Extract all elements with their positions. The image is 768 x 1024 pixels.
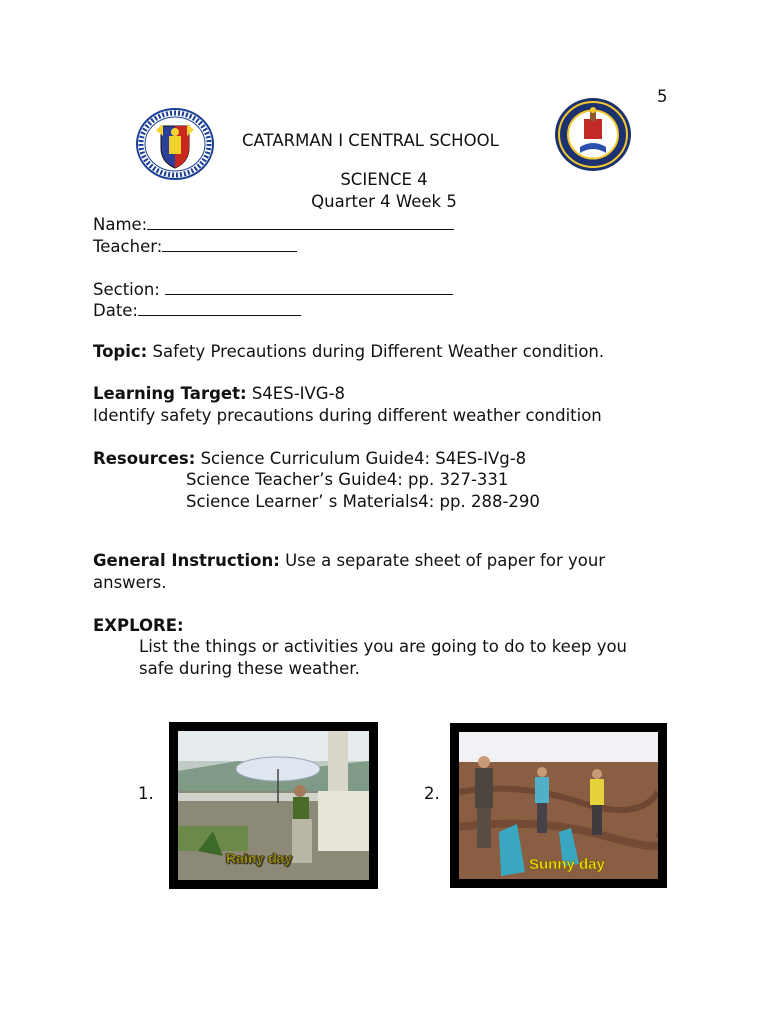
page-number: 5 [657,87,668,106]
learning-target [93,383,345,405]
name-label: Name: [93,215,148,234]
subject-title: SCIENCE 4 [340,170,428,189]
school-name: CATARMAN I CENTRAL SCHOOL [242,131,499,150]
resources [93,448,526,470]
learning-target-code: S4ES-IVG-8 [246,384,346,403]
learning-target-label: Learning Target: [93,384,247,403]
explore-label: EXPLORE: [93,616,184,635]
teacher-label: Teacher: [93,237,163,256]
rainy-day-photo [169,722,378,889]
topic-text: Safety Precautions during Different Weather condition. [147,342,605,361]
teacher-field [93,234,297,258]
quarter-week: Quarter 4 Week 5 [311,192,457,211]
topic [93,341,604,363]
picture-number: 2. [424,784,440,803]
rainy-day-image [178,731,369,880]
sunny-day-caption: Sunny day [529,856,605,873]
sunny-day-image [459,732,658,879]
school-seal-logo [554,97,632,172]
resource-item: Science Curriculum Guide4: S4ES-IVg-8 [195,449,527,468]
picture-number: 1. [138,784,154,803]
resource-item: Science Teacher’s Guide4: pp. 327-331 [186,470,509,489]
general-instruction-text-cont: answers. [93,573,167,592]
resource-item: Science Learner’ s Materials4: pp. 288-290 [186,492,540,511]
explore-text: List the things or activities you are going to do to keep you [139,637,628,656]
teacher-blank [162,234,297,252]
topic-label: Topic: [93,342,148,361]
date-field [93,298,301,322]
rainy-day-caption: Rainy day [226,850,293,866]
explore-text-cont: safe during these weather. [139,659,360,678]
general-instruction-label: General Instruction: [93,551,280,570]
date-blank [138,298,301,316]
section-label: Section: [93,280,160,299]
section-blank [165,277,453,295]
date-label: Date: [93,301,138,320]
name-field [93,212,454,236]
sunny-day-photo [450,723,667,888]
resources-label: Resources: [93,449,196,468]
learning-target-text: Identify safety precautions during different weather condition [93,406,602,425]
general-instruction [93,550,605,572]
general-instruction-text: Use a separate sheet of paper for your [279,551,606,570]
name-blank [147,212,454,230]
